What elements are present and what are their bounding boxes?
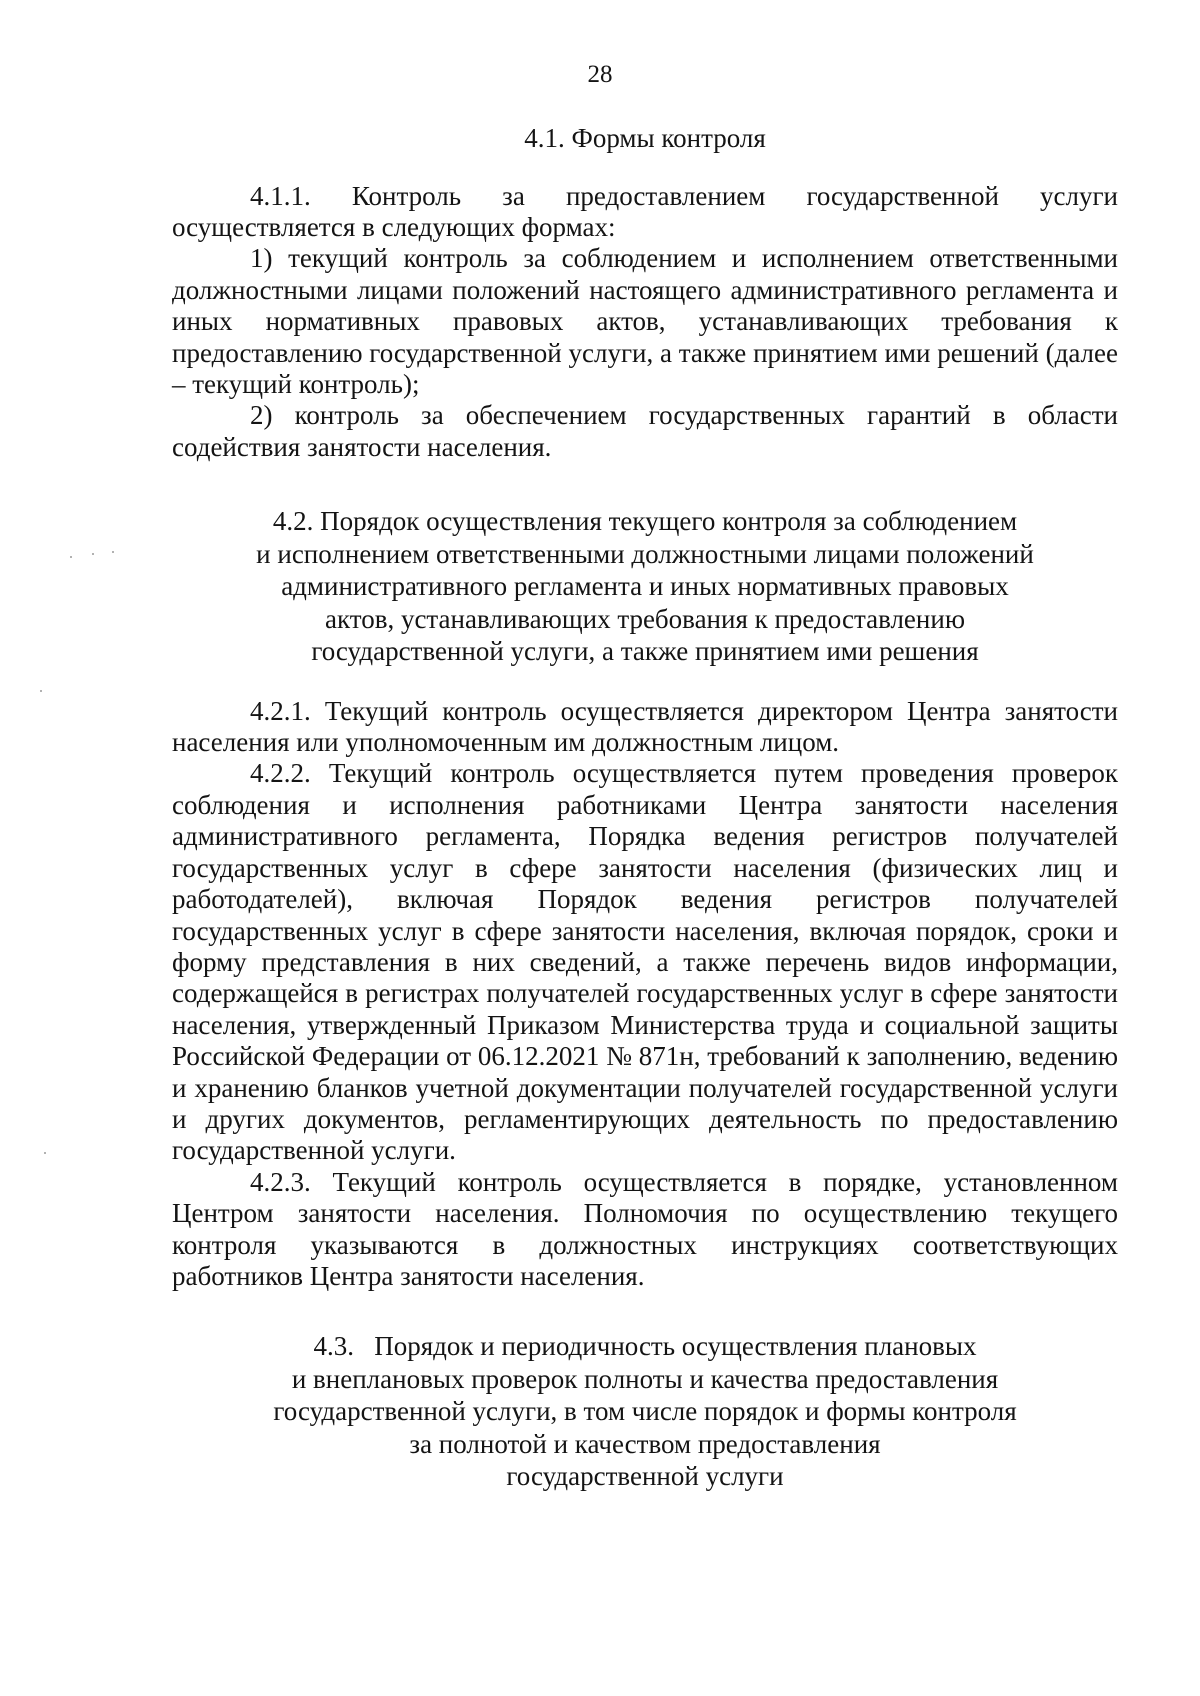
- paragraph-4-1-1: 4.1.1. Контроль за предоставлением государственной услуги осуществляется в следующих формах:: [172, 180, 1118, 242]
- heading-line: государственной услуги: [506, 1461, 784, 1492]
- scan-speck: [40, 690, 42, 692]
- heading-line: и внеплановых проверок полноты и качества предоставления: [291, 1363, 999, 1394]
- heading-line: 4.2. Порядок осуществления текущего контроля за соблюдением: [272, 506, 1018, 537]
- heading-line: за полнотой и качеством предоставления: [409, 1428, 881, 1459]
- paragraph-4-2-1: 4.2.1. Текущий контроль осуществляется директором Центра занятости населения или уполномоченным им должностным лицом.: [172, 695, 1118, 758]
- scan-speck: [92, 553, 94, 555]
- scan-speck: [70, 556, 72, 558]
- document-body: [172, 122, 1118, 1493]
- heading-line: и исполнением ответственными должностными лицами положений: [256, 538, 1034, 569]
- paragraph-4-2-3: 4.2.3. Текущий контроль осуществляется в порядке, установленном Центром занятости населения. Полномочия по осуществлению текущего контроля указываются в должностных инструкциях соответствующих работников Центра занятости населения.: [172, 1166, 1118, 1291]
- heading-line: актов, устанавливающих требования к предоставлению: [325, 603, 965, 634]
- heading-line: государственной услуги, а также принятием ими решения: [311, 636, 979, 667]
- section-4-1-heading: 4.1. Формы контроля: [524, 123, 766, 153]
- paragraph-item-1: 1) текущий контроль за соблюдением и исполнением ответственными должностными лицами положений настоящего административного регламента и иных нормативных правовых актов, устанавливающих требования к предоставлению государственной услуги, а также принятием ими решений (далее – текущий контроль);: [172, 243, 1118, 399]
- section-4-3-heading: [172, 1330, 1118, 1493]
- heading-line: 4.3. Порядок и периодичность осуществления плановых: [313, 1331, 977, 1362]
- paragraph-4-2-2: 4.2.2. Текущий контроль осуществляется путем проведения проверок соблюдения и исполнения работниками Центра занятости населения административного регламента, Порядка ведения регистров получателей государственных услуг в сфере занятости населения (физических лиц и работодателей), включая Порядок ведения регистров получателей государственных услуг в сфере занятости населения, включая порядок, сроки и форму представления в них сведений, а также перечень видов информации, содержащейся в регистрах получателей государственных услуг в сфере занятости населения, утвержденный Приказом Министерства труда и социальной защиты Российской Федерации от 06.12.2021 № 871н, требований к заполнению, ведению и хранению бланков учетной документации получателей государственной услуги и других документов, регламентирующих деятельность по предоставлению государственной услуги.: [172, 758, 1118, 1166]
- paragraph-item-2: 2) контроль за обеспечением государственных гарантий в области содействия занятости населения.: [172, 400, 1118, 462]
- heading-line: государственной услуги, в том числе порядок и формы контроля: [273, 1396, 1017, 1427]
- scan-speck: [112, 551, 114, 553]
- page-number: 28: [587, 61, 613, 88]
- section-4-2-heading: [172, 505, 1118, 668]
- scan-speck: [44, 1152, 46, 1154]
- heading-line: административного регламента и иных нормативных правовых: [281, 571, 1009, 602]
